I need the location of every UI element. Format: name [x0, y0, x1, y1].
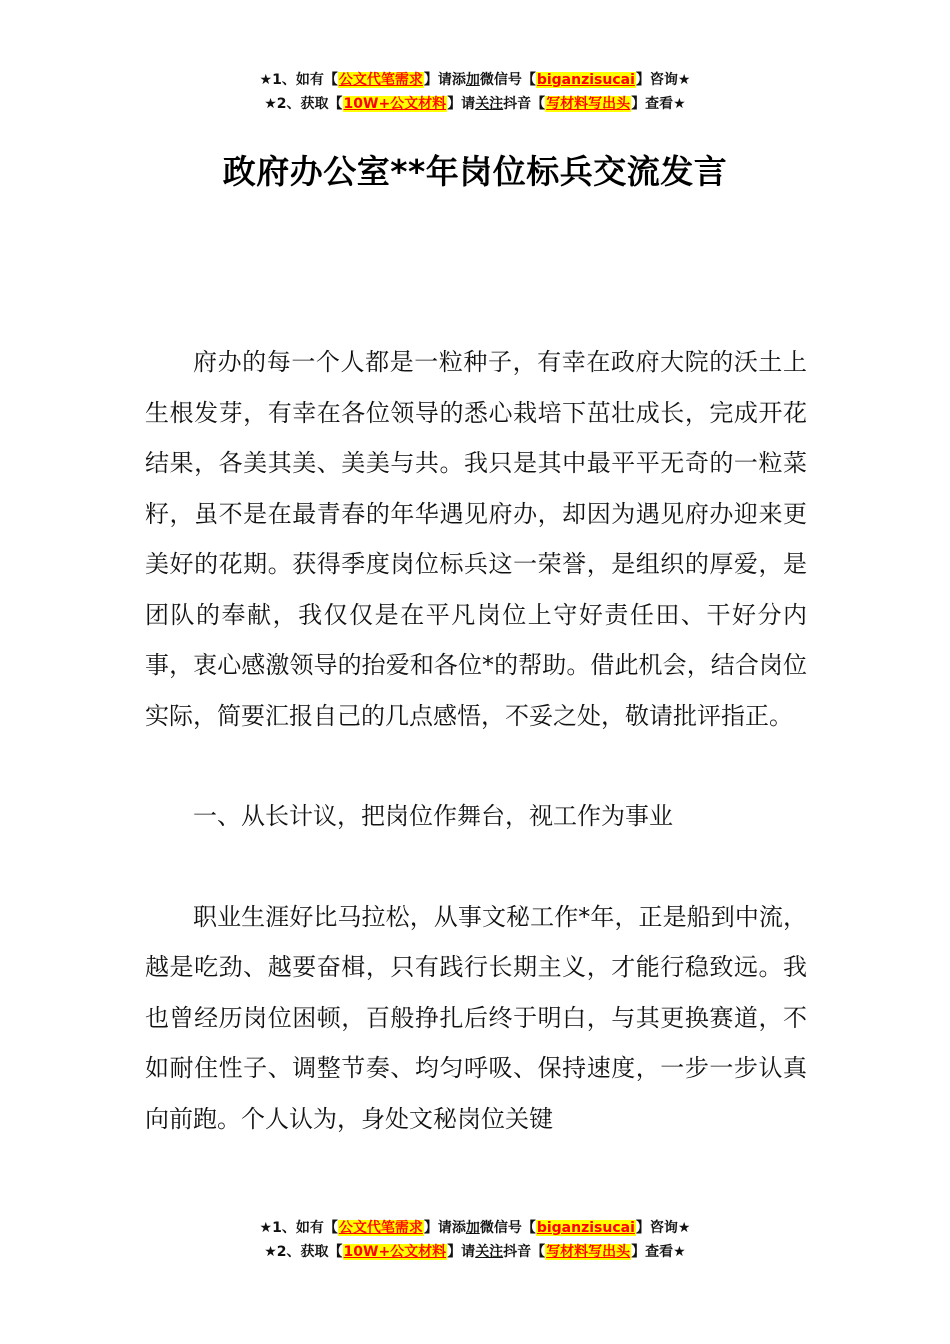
banner-line-1	[0, 1216, 950, 1240]
banner-line-2	[0, 92, 950, 116]
banner-text: 】请添	[423, 72, 466, 88]
banner-text: 】咨询★	[635, 1220, 691, 1236]
banner-text: 】查看★	[631, 96, 686, 112]
paragraph-2: 职业生涯好比马拉松，从事文秘工作*年，正是船到中流，越是吃劲、越要奋楫，只有践行长期主义，才能行稳致远。我也曾经历岗位困顿，百般挣扎后终于明白，与其更换赛道，不如耐住性子、调整节奏、均匀呼吸、保持速度，一步一步认真向前跑。个人认为，身处文秘岗位关键	[145, 902, 807, 1133]
banner-text: ★1、如有【	[259, 72, 338, 88]
banner-line-2	[0, 1240, 950, 1264]
banner-text: ★1、如有【	[259, 1220, 338, 1236]
paragraph-1: 府办的每一个人都是一粒种子，有幸在政府大院的沃土上生根发芽，有幸在各位领导的悉心栽培下茁壮成长，完成开花结果，各美其美、美美与共。我只是其中最平平无奇的一粒菜籽，虽不是在最青春的年华遇见府办，却因为遇见府办迎来更美好的花期。获得季度岗位标兵这一荣誉，是组织的厚爱，是团队的奉献，我仅仅是在平凡岗位上守好责任田、干好分内事，衷心感激领导的抬爱和各位*的帮助。借此机会，结合岗位实际，简要汇报自己的几点感悟，不妥之处，敬请批评指正。	[145, 348, 807, 730]
banner-text: 抖音【	[503, 96, 546, 112]
banner-text: 抖音【	[503, 1244, 546, 1260]
banner-text: 微信号【	[479, 72, 536, 88]
highlight-wechat-id: biganzisucai	[536, 1220, 635, 1236]
banner-text-underlined: 关注	[475, 1244, 504, 1260]
highlight-writing-service: 公文代笔需求	[338, 1220, 423, 1236]
header-banner	[0, 68, 950, 116]
footer-banner	[0, 1216, 950, 1264]
banner-line-1	[0, 68, 950, 92]
document-title: 政府办公室**年岗位标兵交流发言	[222, 152, 728, 191]
highlight-materials: 10W+公文材料	[343, 96, 447, 112]
banner-text-underlined: 关注	[475, 96, 504, 112]
banner-text: 】查看★	[631, 1244, 686, 1260]
banner-text: 】请添	[423, 1220, 466, 1236]
highlight-douyin-account: 写材料写出头	[546, 1244, 631, 1260]
banner-text: 】请	[447, 1244, 476, 1260]
highlight-douyin-account: 写材料写出头	[546, 96, 631, 112]
banner-text: ★2、获取【	[264, 1244, 343, 1260]
banner-text: 微信号【	[479, 1220, 536, 1236]
banner-text: 】咨询★	[635, 72, 691, 88]
document-body	[145, 337, 807, 1144]
banner-text-underlined: 加	[465, 72, 480, 88]
section-heading-1: 一、从长计议，把岗位作舞台，视工作为事业	[193, 802, 673, 830]
highlight-wechat-id: biganzisucai	[536, 72, 635, 88]
highlight-writing-service: 公文代笔需求	[338, 72, 423, 88]
banner-text-underlined: 加	[465, 1220, 480, 1236]
banner-text: 】请	[447, 96, 476, 112]
highlight-materials: 10W+公文材料	[343, 1244, 447, 1260]
banner-text: ★2、获取【	[264, 96, 343, 112]
